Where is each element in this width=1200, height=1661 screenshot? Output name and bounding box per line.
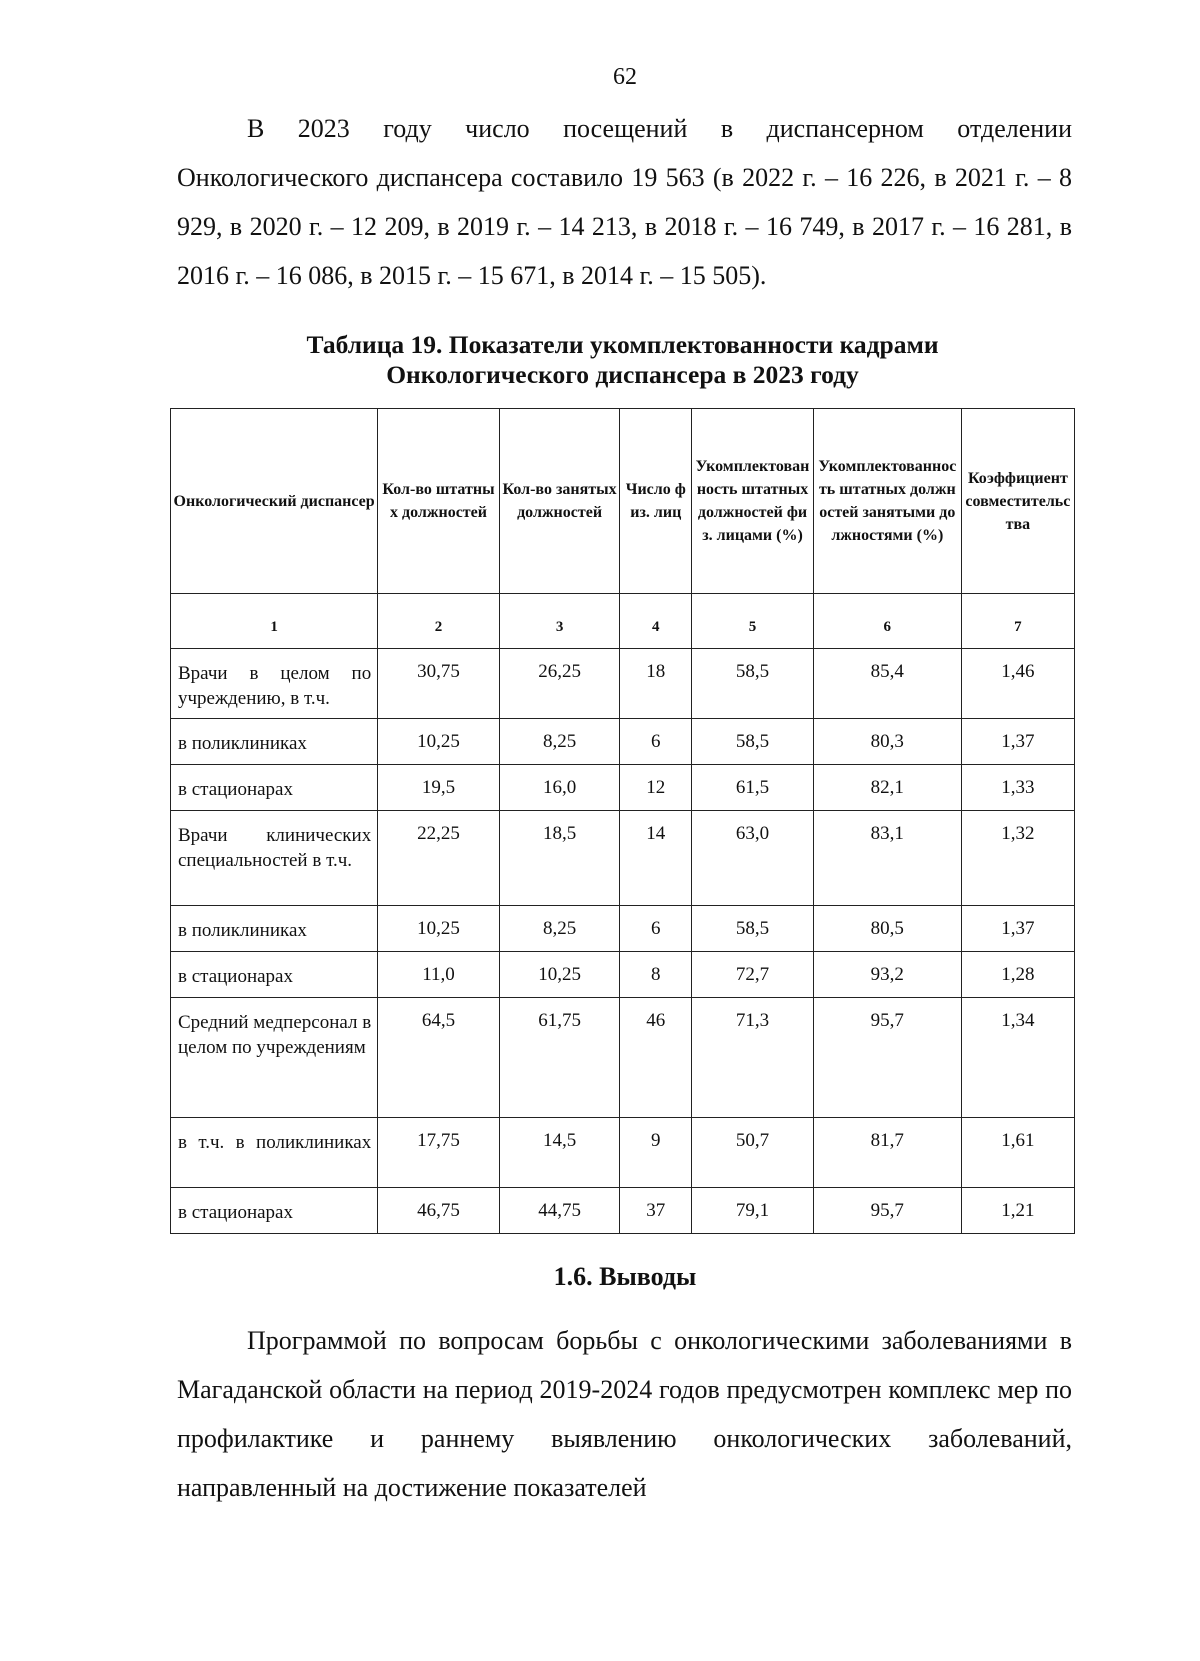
table-cell: 46: [620, 998, 692, 1118]
column-number: 6: [813, 594, 961, 649]
table-cell: 81,7: [813, 1118, 961, 1188]
table-cell: 80,3: [813, 719, 961, 765]
column-number: 7: [961, 594, 1074, 649]
table-cell: 1,37: [961, 719, 1074, 765]
table-cell: 6: [620, 719, 692, 765]
table-row: [171, 998, 1075, 1118]
table-row: [171, 1118, 1075, 1188]
table-cell: 14: [620, 811, 692, 906]
table-cell: 18: [620, 649, 692, 719]
table-cell: 61,5: [692, 765, 814, 811]
table-row: [171, 811, 1075, 906]
table-cell: 16,0: [499, 765, 620, 811]
table-cell: 10,25: [499, 952, 620, 998]
table-cell: 10,25: [378, 719, 500, 765]
row-label: Врачи клинических специальностей в т.ч.: [171, 811, 378, 906]
column-header: Кол-во занятых должностей: [499, 409, 620, 594]
column-number-row: [171, 594, 1075, 649]
table-row: [171, 952, 1075, 998]
table-cell: 17,75: [378, 1118, 500, 1188]
row-label: в стационарах: [171, 1188, 378, 1234]
table-cell: 61,75: [499, 998, 620, 1118]
table-cell: 37: [620, 1188, 692, 1234]
table-cell: 1,34: [961, 998, 1074, 1118]
table-cell: 19,5: [378, 765, 500, 811]
table-cell: 9: [620, 1118, 692, 1188]
table-cell: 95,7: [813, 998, 961, 1118]
table-cell: 22,25: [378, 811, 500, 906]
table-cell: 50,7: [692, 1118, 814, 1188]
table-cell: 14,5: [499, 1118, 620, 1188]
table-cell: 1,37: [961, 906, 1074, 952]
column-header: Укомплектованность штатных должностей физ. лицами (%): [692, 409, 814, 594]
row-label: в стационарах: [171, 952, 378, 998]
conclusion-paragraph: Программой по вопросам борьбы с онкологическими заболеваниями в Магаданской области на период 2019-2024 годов предусмотрен комплекс мер по профилактике и раннему выявлению онкологических заболеваний, направленный на достижение показателей: [177, 1326, 1072, 1502]
intro-paragraph: В 2023 году число посещений в диспансерном отделении Онкологического диспансера составило 19 563 (в 2022 г. – 16 226, в 2021 г. – 8 929, в 2020 г. – 12 209, в 2019 г. – 14 213, в 2018 г. – 16 749, в 2017 г. – 16 281, в 2016 г. – 16 086, в 2015 г. – 15 671, в 2014 г. – 15 505).: [177, 114, 1072, 290]
row-label: в поликлиниках: [171, 906, 378, 952]
table-cell: 80,5: [813, 906, 961, 952]
table-header-row: [171, 409, 1075, 594]
row-label: в стационарах: [171, 765, 378, 811]
table-cell: 30,75: [378, 649, 500, 719]
table-cell: 1,46: [961, 649, 1074, 719]
table-cell: 10,25: [378, 906, 500, 952]
table-cell: 1,33: [961, 765, 1074, 811]
row-label: Врачи в целом по учреждению, в т.ч.: [171, 649, 378, 719]
table-cell: 8: [620, 952, 692, 998]
table-cell: 93,2: [813, 952, 961, 998]
column-header: Кол-во штатных должностей: [378, 409, 500, 594]
table-row: [171, 649, 1075, 719]
column-header: Коэффициент совместительства: [961, 409, 1074, 594]
table-cell: 1,61: [961, 1118, 1074, 1188]
table-cell: 12: [620, 765, 692, 811]
table-cell: 1,21: [961, 1188, 1074, 1234]
table-row: [171, 906, 1075, 952]
table-cell: 11,0: [378, 952, 500, 998]
table-cell: 64,5: [378, 998, 500, 1118]
column-header: Число физ. лиц: [620, 409, 692, 594]
table-cell: 8,25: [499, 719, 620, 765]
table-cell: 95,7: [813, 1188, 961, 1234]
table-cell: 85,4: [813, 649, 961, 719]
section-heading: 1.6. Выводы: [553, 1262, 697, 1291]
table-cell: 72,7: [692, 952, 814, 998]
table-cell: 58,5: [692, 649, 814, 719]
table-cell: 44,75: [499, 1188, 620, 1234]
table-cell: 58,5: [692, 906, 814, 952]
table-title-line-1: Таблица 19. Показатели укомплектованности кадрами: [306, 330, 939, 359]
table-title: [170, 330, 1075, 390]
column-header: Укомплектованность штатных должностей занятыми должностями (%): [813, 409, 961, 594]
table-cell: 82,1: [813, 765, 961, 811]
table-row: [171, 719, 1075, 765]
table-cell: 8,25: [499, 906, 620, 952]
column-number: 2: [378, 594, 500, 649]
table-cell: 1,32: [961, 811, 1074, 906]
row-label: в поликлиниках: [171, 719, 378, 765]
table-row: [171, 765, 1075, 811]
table-cell: 58,5: [692, 719, 814, 765]
table-cell: 1,28: [961, 952, 1074, 998]
table-cell: 63,0: [692, 811, 814, 906]
table-cell: 6: [620, 906, 692, 952]
table-cell: 83,1: [813, 811, 961, 906]
table-title-line-2: Онкологического диспансера в 2023 году: [386, 360, 859, 389]
table-cell: 71,3: [692, 998, 814, 1118]
column-number: 1: [171, 594, 378, 649]
column-number: 3: [499, 594, 620, 649]
column-number: 4: [620, 594, 692, 649]
page-number: 62: [613, 64, 637, 90]
column-number: 5: [692, 594, 814, 649]
row-label: в т.ч. в поликлиниках: [171, 1118, 378, 1188]
table-cell: 46,75: [378, 1188, 500, 1234]
row-label: Средний медперсонал в целом по учреждениям: [171, 998, 378, 1118]
table-cell: 18,5: [499, 811, 620, 906]
table-cell: 26,25: [499, 649, 620, 719]
table-cell: 79,1: [692, 1188, 814, 1234]
table-row: [171, 1188, 1075, 1234]
column-header: Онкологический диспансер: [171, 409, 378, 594]
staffing-table: [170, 408, 1075, 1234]
